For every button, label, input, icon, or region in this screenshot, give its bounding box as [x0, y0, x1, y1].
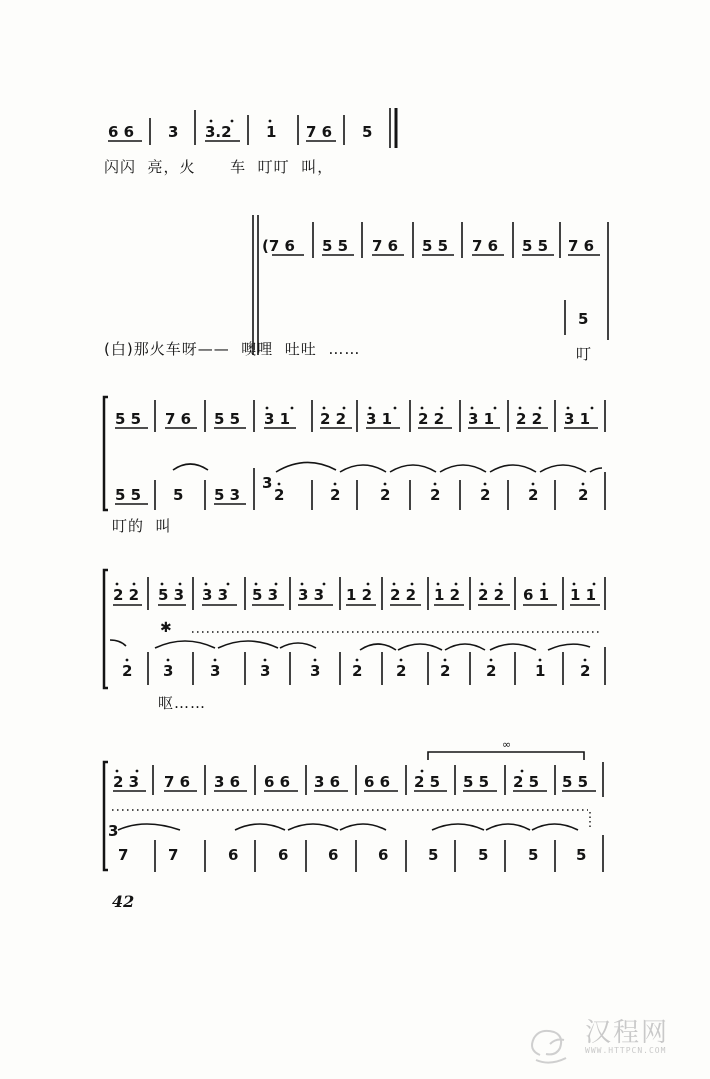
note: 5 [478, 846, 489, 864]
octave-dot [343, 407, 346, 410]
grace-note: 3 [262, 474, 273, 492]
line3-lyric: 叮的 叫 [112, 517, 172, 535]
note: 2 [274, 486, 285, 504]
note: 6 6 [364, 773, 391, 791]
note: 3 3 [202, 586, 229, 604]
note: 1 1 [570, 586, 597, 604]
note: 7 6 [165, 410, 192, 428]
note: (7 6 [262, 237, 295, 255]
note: 6 6 [108, 123, 135, 141]
octave-dot [519, 407, 522, 410]
note: 2 [528, 486, 539, 504]
octave-dot [539, 659, 542, 662]
note: 6 [228, 846, 239, 864]
note: 2 5 [513, 773, 540, 791]
octave-dot [411, 583, 414, 586]
note: 3 [260, 662, 271, 680]
note: 2 2 [418, 410, 445, 428]
page-number: 42 [112, 892, 135, 911]
octave-dot [455, 583, 458, 586]
octave-dot [266, 407, 269, 410]
octave-dot [231, 120, 234, 123]
octave-dot [421, 407, 424, 410]
line2-spoken: (白)那火车呀—— 噢哩 吐吐 …… [104, 340, 361, 358]
note: 2 5 [414, 773, 441, 791]
note: 2 2 [390, 586, 417, 604]
octave-dot [393, 583, 396, 586]
octave-dot [532, 483, 535, 486]
note: 5 5 [562, 773, 589, 791]
note: 3 3 [298, 586, 325, 604]
octave-dot [539, 407, 542, 410]
line2-lower-lyric: 叮 [576, 345, 593, 363]
octave-dot [593, 583, 596, 586]
note: 5 5 [522, 237, 549, 255]
watermark-text: 汉程网 [585, 1018, 670, 1048]
octave-dot [421, 770, 424, 773]
note: 2 2 [113, 586, 140, 604]
octave-dot [116, 583, 119, 586]
note: 3 [168, 123, 179, 141]
note: 3 1 [366, 410, 393, 428]
octave-dot [367, 583, 370, 586]
octave-dot [214, 659, 217, 662]
note: 3 1 [564, 410, 591, 428]
note: 3 [310, 662, 321, 680]
line5-bracket-mark: ∞ [502, 738, 512, 751]
octave-dot [255, 583, 258, 586]
note: 3.2 [205, 123, 232, 141]
watermark-url: WWW.HTTPCN.COM [585, 1046, 667, 1055]
octave-dot [269, 120, 272, 123]
octave-dot [484, 483, 487, 486]
note: 2 2 [478, 586, 505, 604]
note: 2 [122, 662, 133, 680]
note: 3 [210, 662, 221, 680]
octave-dot [481, 583, 484, 586]
note: 5 5 [463, 773, 490, 791]
line1-lyric: 闪闪 亮，火 车 叮叮 叫， [104, 158, 334, 176]
note: 7 6 [372, 237, 399, 255]
note: 2 [352, 662, 363, 680]
note: 6 [378, 846, 389, 864]
line4-lyric: 呕…… [158, 694, 207, 712]
note: 2 [486, 662, 497, 680]
note: 5 [576, 846, 587, 864]
note: 5 3 [252, 586, 279, 604]
octave-dot [323, 583, 326, 586]
note: 3 1 [264, 410, 291, 428]
note: 5 5 [214, 410, 241, 428]
octave-dot [136, 770, 139, 773]
note: 5 5 [322, 237, 349, 255]
octave-dot [264, 659, 267, 662]
octave-dot [441, 407, 444, 410]
line4-symbol: ✱ [160, 620, 172, 636]
octave-dot [369, 407, 372, 410]
octave-dot [573, 583, 576, 586]
note: 2 3 [113, 773, 140, 791]
octave-dot [301, 583, 304, 586]
note: 5 5 [422, 237, 449, 255]
note: 2 [396, 662, 407, 680]
note: 2 2 [516, 410, 543, 428]
note: 5 [173, 486, 184, 504]
octave-dot [434, 483, 437, 486]
note: 1 2 [346, 586, 373, 604]
note: 2 [578, 486, 589, 504]
note: 1 [535, 662, 546, 680]
octave-dot [210, 120, 213, 123]
note: 2 [380, 486, 391, 504]
note: 7 6 [164, 773, 191, 791]
note: 5 [578, 310, 589, 328]
note: 6 [328, 846, 339, 864]
octave-dot [521, 770, 524, 773]
octave-dot [567, 407, 570, 410]
octave-dot [161, 583, 164, 586]
note: 7 [168, 846, 179, 864]
octave-dot [490, 659, 493, 662]
note: 5 5 [115, 410, 142, 428]
note: 5 3 [214, 486, 241, 504]
octave-dot [291, 407, 294, 410]
octave-dot [591, 407, 594, 410]
note: 6 [278, 846, 289, 864]
octave-dot [179, 583, 182, 586]
octave-dot [437, 583, 440, 586]
note: 2 [580, 662, 591, 680]
note: 2 2 [320, 410, 347, 428]
note: 5 [528, 846, 539, 864]
octave-dot [334, 483, 337, 486]
note: 3 1 [468, 410, 495, 428]
octave-dot [356, 659, 359, 662]
octave-dot [499, 583, 502, 586]
octave-dot [444, 659, 447, 662]
note: 7 6 [568, 237, 595, 255]
note: 5 [362, 123, 373, 141]
octave-dot [323, 407, 326, 410]
octave-dot [278, 483, 281, 486]
note: 3 6 [314, 773, 341, 791]
note: 3 [163, 662, 174, 680]
octave-dot [543, 583, 546, 586]
note: 5 3 [158, 586, 185, 604]
octave-dot [384, 483, 387, 486]
octave-dot [400, 659, 403, 662]
note: 1 2 [434, 586, 461, 604]
note: 6 6 [264, 773, 291, 791]
note: 2 [480, 486, 491, 504]
octave-dot [167, 659, 170, 662]
note: 6 1 [523, 586, 550, 604]
octave-dot [205, 583, 208, 586]
octave-dot [582, 483, 585, 486]
note: 1 [266, 123, 277, 141]
note: 7 [118, 846, 129, 864]
octave-dot [314, 659, 317, 662]
octave-dot [116, 770, 119, 773]
note: 7 6 [472, 237, 499, 255]
note: 7 6 [306, 123, 333, 141]
octave-dot [275, 583, 278, 586]
octave-dot [494, 407, 497, 410]
octave-dot [471, 407, 474, 410]
octave-dot [227, 583, 230, 586]
octave-dot [126, 659, 129, 662]
grace-note: 3 [108, 822, 119, 840]
note: 5 [428, 846, 439, 864]
octave-dot [133, 583, 136, 586]
note: 2 [440, 662, 451, 680]
note: 2 [330, 486, 341, 504]
octave-dot [584, 659, 587, 662]
note: 3 6 [214, 773, 241, 791]
note: 2 [430, 486, 441, 504]
octave-dot [394, 407, 397, 410]
note: 5 5 [115, 486, 142, 504]
